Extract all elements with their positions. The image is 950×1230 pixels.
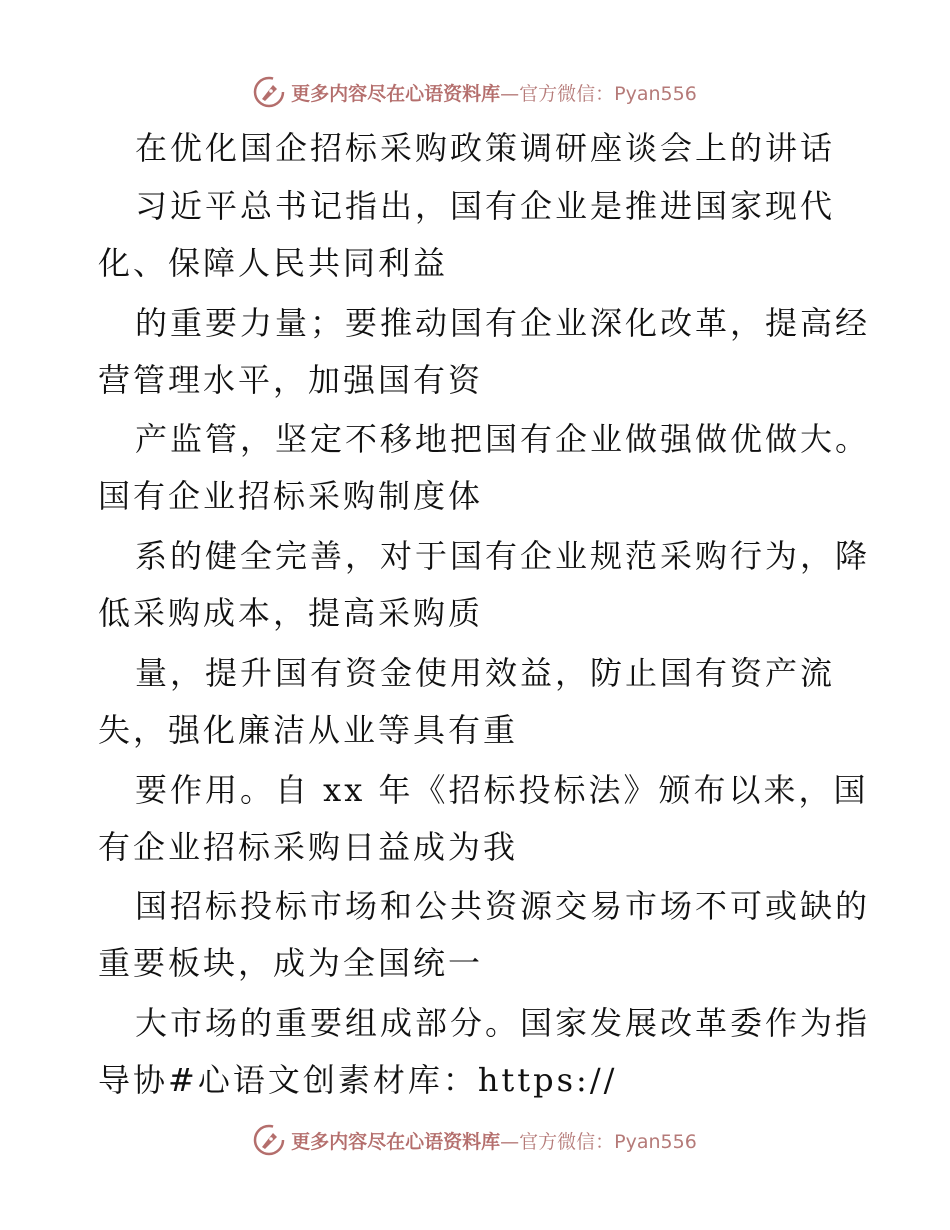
paragraph-line: 导协#心语文创素材库：https:// [98, 1061, 618, 1099]
watermark-text: 更多内容尽在心语资料库—官方微信：Pyan556 [291, 1130, 697, 1153]
paragraph-line: 国招标投标市场和公共资源交易市场不可或缺的 [135, 887, 871, 925]
paragraph-line: 重要板块，成为全国统一 [98, 944, 484, 982]
paragraph-line: 低采购成本，提高采购质 [98, 594, 484, 632]
paragraph-line: 国有企业招标采购制度体 [98, 477, 484, 515]
paragraph-line: 大市场的重要组成部分。国家发展改革委作为指 [135, 1004, 871, 1042]
paragraph-line: 量，提升国有资金使用效益，防止国有资产流 [135, 654, 836, 692]
pen-nib-logo-icon [253, 76, 285, 108]
paragraph-line: 产监管，坚定不移地把国有企业做强做优做大。 [135, 420, 871, 458]
paragraph-line: 要作用。自 xx 年《招标投标法》颁布以来，国 [135, 771, 869, 809]
watermark-text: 更多内容尽在心语资料库—官方微信：Pyan556 [291, 82, 697, 105]
document-title: 在优化国企招标采购政策调研座谈会上的讲话 [135, 129, 836, 167]
paragraph-line: 习近平总书记指出，国有企业是推进国家现代 [135, 187, 836, 225]
footer-watermark [0, 1120, 950, 1160]
paragraph-line: 营管理水平，加强国有资 [98, 361, 484, 399]
pen-nib-logo-icon [253, 1124, 285, 1156]
paragraph-line: 化、保障人民共同利益 [98, 244, 449, 282]
paragraph-line: 失，强化廉洁从业等具有重 [98, 711, 519, 749]
paragraph-line: 有企业招标采购日益成为我 [98, 828, 519, 866]
paragraph-line: 系的健全完善，对于国有企业规范采购行为，降 [135, 537, 871, 575]
paragraph-line: 的重要力量；要推动国有企业深化改革，提高经 [135, 304, 871, 342]
header-watermark [0, 72, 950, 112]
